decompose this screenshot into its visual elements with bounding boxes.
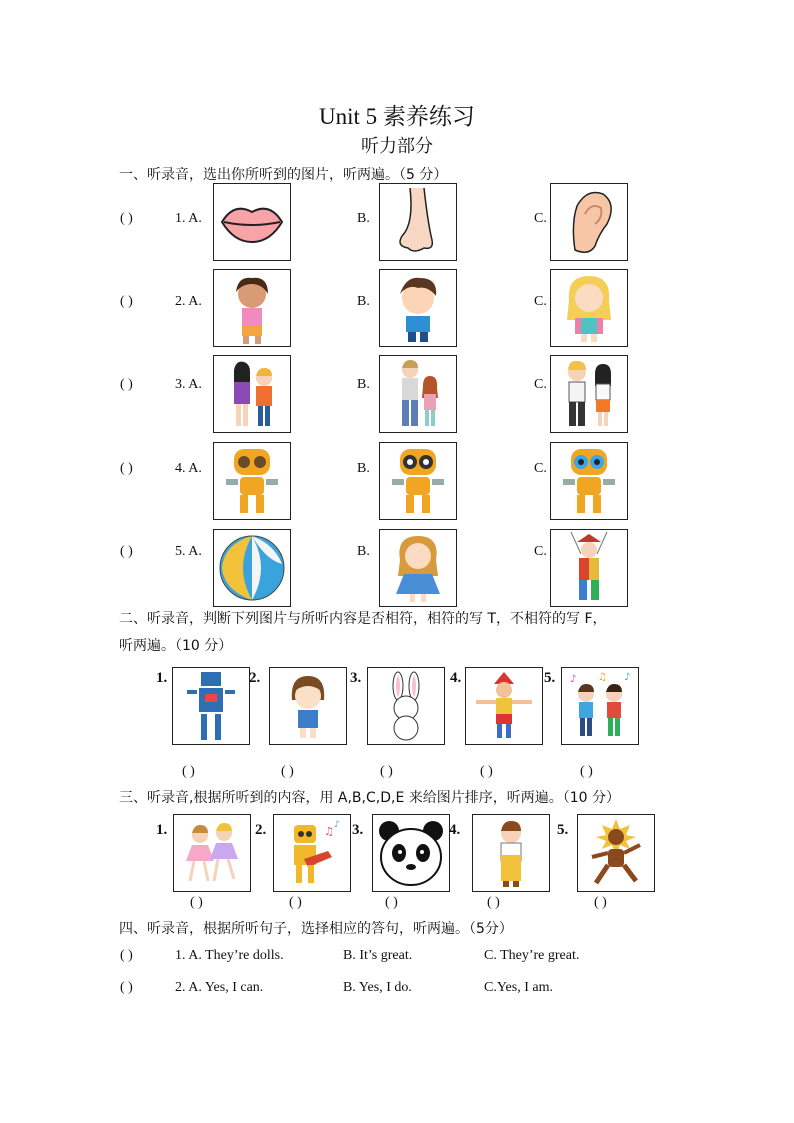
page-subtitle: 听力部分	[361, 136, 433, 157]
q3-option-b-label: B.	[357, 377, 370, 392]
s2-item4-answer-blank[interactable]: ( )	[480, 764, 493, 779]
q3-answer-blank[interactable]: ( )	[120, 377, 133, 392]
s3-item1-number: 1.	[156, 822, 168, 838]
s4-q1-option-a: 1. A. They’re dolls.	[175, 948, 284, 963]
q5-label: 5. A.	[175, 544, 202, 559]
s3-item3-number: 3.	[352, 822, 364, 838]
s2-item2-answer-blank[interactable]: ( )	[281, 764, 294, 779]
s2-item4-puppet-image	[465, 667, 543, 745]
s3-item2-number: 2.	[255, 822, 267, 838]
q3-label: 3. A.	[175, 377, 202, 392]
section4-heading: 四、听录音，根据所听句子，选择相应的答句，听两遍。（5分）	[119, 921, 513, 937]
q1-option-c-label: C.	[534, 211, 547, 226]
s4-q2-option-c: C.Yes, I am.	[484, 980, 553, 995]
s3-item1-dancing-girls-image	[173, 814, 251, 892]
s2-item3-rabbit-image	[367, 667, 445, 745]
s2-item3-number: 3.	[350, 670, 362, 686]
q2-option-b-boy-image[interactable]	[379, 269, 457, 347]
q3-option-c-label: C.	[534, 377, 547, 392]
q4-option-c-robot-image[interactable]	[550, 442, 628, 520]
s2-item2-number: 2.	[249, 670, 261, 686]
q1-option-b-nose-image[interactable]	[379, 183, 457, 261]
s4-q2-answer-blank[interactable]: ( )	[120, 980, 133, 995]
svg-text:♫: ♫	[598, 672, 607, 683]
page-title: Unit 5 素养练习	[319, 104, 475, 129]
section3-heading: 三、听录音,根据所听到的内容，用 A,B,C,D,E 来给图片排序，听两遍。（10 分）	[119, 790, 620, 806]
svg-text:♪: ♪	[624, 672, 631, 683]
q5-option-b-label: B.	[357, 544, 370, 559]
q1-answer-blank[interactable]: ( )	[120, 211, 133, 226]
s2-item5-answer-blank[interactable]: ( )	[580, 764, 593, 779]
q4-option-c-label: C.	[534, 461, 547, 476]
q4-option-a-robot-image[interactable]	[213, 442, 291, 520]
s4-q1-option-c: C. They’re great.	[484, 948, 580, 963]
q1-option-a-lips-image[interactable]	[213, 183, 291, 261]
s3-item1-answer-blank[interactable]: ( )	[190, 895, 203, 910]
q5-option-c-label: C.	[534, 544, 547, 559]
s2-item1-number: 1.	[156, 670, 168, 686]
s2-item3-answer-blank[interactable]: ( )	[380, 764, 393, 779]
svg-text:♪: ♪	[334, 820, 340, 830]
q2-label: 2. A.	[175, 294, 202, 309]
s2-item1-robot-image	[172, 667, 250, 745]
s2-item5-number: 5.	[544, 670, 556, 686]
s4-q1-answer-blank[interactable]: ( )	[120, 948, 133, 963]
s3-item4-answer-blank[interactable]: ( )	[487, 895, 500, 910]
q1-option-c-ear-image[interactable]	[550, 183, 628, 261]
q4-answer-blank[interactable]: ( )	[120, 461, 133, 476]
s4-q1-option-b: B. It’s great.	[343, 948, 413, 963]
s3-item3-panda-image	[372, 814, 450, 892]
q2-answer-blank[interactable]: ( )	[120, 294, 133, 309]
s3-item4-number: 4.	[449, 822, 461, 838]
q4-option-b-robot-image[interactable]	[379, 442, 457, 520]
s4-q2-option-b: B. Yes, I do.	[343, 980, 412, 995]
q4-label: 4. A.	[175, 461, 202, 476]
s2-item2-girl-image	[269, 667, 347, 745]
section2-heading-line2: 听两遍。（10 分）	[119, 638, 233, 654]
s3-item5-answer-blank[interactable]: ( )	[594, 895, 607, 910]
q5-option-a-ball-image[interactable]	[213, 529, 291, 607]
q5-answer-blank[interactable]: ( )	[120, 544, 133, 559]
s4-q2-option-a: 2. A. Yes, I can.	[175, 980, 264, 995]
s2-item4-number: 4.	[450, 670, 462, 686]
s2-item1-answer-blank[interactable]: ( )	[182, 764, 195, 779]
q3-option-a-girl-boy-image[interactable]	[213, 355, 291, 433]
s3-item2-answer-blank[interactable]: ( )	[289, 895, 302, 910]
section2-heading-line1: 二、听录音，判断下列图片与所听内容是否相符，相符的写 T，不相符的写 F，	[119, 611, 607, 627]
q1-label: 1. A.	[175, 211, 202, 226]
s3-item3-answer-blank[interactable]: ( )	[385, 895, 398, 910]
svg-text:♪: ♪	[570, 674, 577, 685]
s3-item4-boy-image	[472, 814, 550, 892]
q5-option-b-doll-image[interactable]	[379, 529, 457, 607]
q3-option-c-boy-girl-image[interactable]	[550, 355, 628, 433]
q2-option-b-label: B.	[357, 294, 370, 309]
q2-option-c-blonde-girl-image[interactable]	[550, 269, 628, 347]
section1-heading: 一、听录音，选出你所听到的图片，听两遍。（5 分）	[119, 167, 448, 183]
s3-item5-monkey-image	[577, 814, 655, 892]
s2-item5-singing-kids-image	[561, 667, 639, 745]
q1-option-b-label: B.	[357, 211, 370, 226]
s3-item5-number: 5.	[557, 822, 569, 838]
q3-option-b-boy-girl-image[interactable]	[379, 355, 457, 433]
q5-option-c-puppet-image[interactable]	[550, 529, 628, 607]
svg-text:♫: ♫	[324, 825, 334, 838]
s3-item2-robot-guitar-image	[273, 814, 351, 892]
q2-option-a-girl-image[interactable]	[213, 269, 291, 347]
q2-option-c-label: C.	[534, 294, 547, 309]
q4-option-b-label: B.	[357, 461, 370, 476]
